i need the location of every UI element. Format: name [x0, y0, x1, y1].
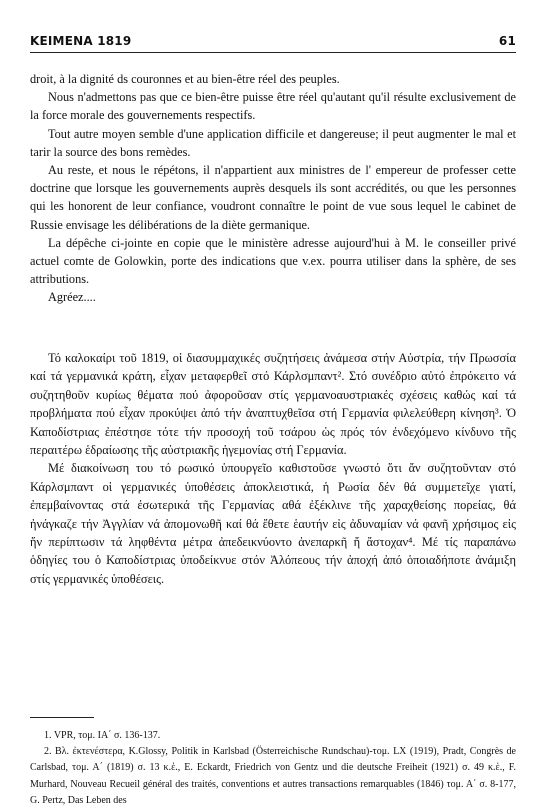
header-rule [30, 52, 516, 53]
french-paragraph: La dépêche ci-jointe en copie que le ministère adresse aujourd'hui à M. le conseiller privé actuel comte de Golowkin, porte des indications que v.ex. pourra utiliser dans la sphère, de ses attributions. [30, 235, 516, 287]
running-title: ΚΕΙΜΕΝΑ 1819 [30, 34, 132, 48]
greek-text-block [30, 349, 516, 588]
closing-salutation: Agréez.... [48, 290, 96, 305]
french-paragraph: Tout autre moyen semble d'une application difficile et dangereuse; il peut augmenter le mal et tarir la source des bons remèdes. [30, 126, 516, 159]
footnote: 1. VPR, τομ. ΙΑ΄ σ. 136-137. [44, 730, 161, 741]
footnote: 2. Βλ. ἐκτενέστερα, K.Glossy, Politik in Karlsbad (Österreichische Rundschau)-τομ. LX (1919), Pradt, Congrès de Carlsbad, τομ. Α΄ (1819) σ. 13 κ.ἑ., E. Eckardt, Friedrich von Gentz und die deutsche Freiheit (1921) σ. 49 κ.ἑ., F. Murhard, Nouveau Recueil général des traités, conventions et autres transactions remarquables (1846) τομ. Α΄ σ. 8-177, G. Pertz, Das Leben des [30, 746, 516, 806]
running-header [30, 34, 516, 50]
french-paragraph: Au reste, et nous le répétons, il n'appartient aux ministres de l' empereur de professer cette doctrine que lorsque les gouvernements auprès desquels ils sont accrédités, ou que les personnes qui les honorent de leur confiance, voudront connaître le point de vue sous lequel le cabinet de Russie envisage les délibérations de la diète germanique. [30, 163, 516, 232]
footnote-rule [30, 717, 94, 718]
french-text-block [30, 70, 516, 307]
greek-paragraph: Μέ διακοίνωση του τό ρωσικό ὑπουργεῖο καθιστοῦσε γνωστό ὅτι ἄν συζητοῦνταν στό Κάρλσμπαντ οἱ γερμανικές ὑποθέσεις ἀποκλειστικά, ἡ Ρωσία δέν θά συμμετεῖχε γιατί, ἐπεμβαίνοντας στά ἐσωτερικά τῆς Γερμανίας αθά ἐξέκλινε τῆς χαραχθείσης πορείας, θά ἠνάγκαζε τήν Ἀγγλίαν νά ἀπομονωθῆ καί θά ἔθετε ἑαυτήν εἰς ἀδυναμίαν νά φανῆ χρήσιμος εἰς ἥν περίπτωσιν τά ληφθέντα μέτρα ἀπεδεικνύοντο ἀνεπαρκῆ ἤ ἄστοχαν⁴. Μέ τίς παραπάνω ὁδηγίες του ὁ Καποδίστριας ὑποδείκνυε στόν Ἀλόπεους τήν ἀποχή ἀπό ὁποιαδήποτε ἀνάμιξη στίς γερμανικές ὑποθέσεις. [30, 461, 516, 586]
page-number: 61 [498, 34, 516, 48]
greek-paragraph: Τό καλοκαίρι τοῦ 1819, οἱ διασυμμαχικές συζητήσεις ἀνάμεσα στήν Αὐστρία, τήν Πρωσσία καί τά γερμανικά κράτη, εἶχαν μεταφερθεῖ στό Κάρλσμπαντ². Στό συνέδριο αὐτό ἐπρόκειτο νά συζητηθοῦν κυρίως θέματα πού ἀφοροῦσαν στίς γερμανοαυστριακές σχέσεις καθώς καί τά προβλήματα πού εἶχαν προκύψει ἀπό τήν ἀναπτυχθεῖσα στή Γερμανία φιλελεύθερη κίνηση³. Ὁ Καποδίστριας ἐπέστησε τότε τήν προσοχή τοῦ τσάρου ὡς πρός τόν ἐνδεχόμενο κίνδυνο τῆς περαιτέρω ἑδραίωσης τῆς αὐστριακῆς ἡγεμονίας στή Γερμανία. [30, 351, 516, 458]
footnotes [30, 728, 516, 809]
french-paragraph: droit, à la dignité ds couronnes et au bien-être réel des peuples. [30, 72, 340, 86]
french-paragraph: Nous n'admettons pas que ce bien-être puisse être réel qu'autant qu'il résulte exclusivement de la force morale des gouvernements respectifs. [30, 90, 516, 123]
